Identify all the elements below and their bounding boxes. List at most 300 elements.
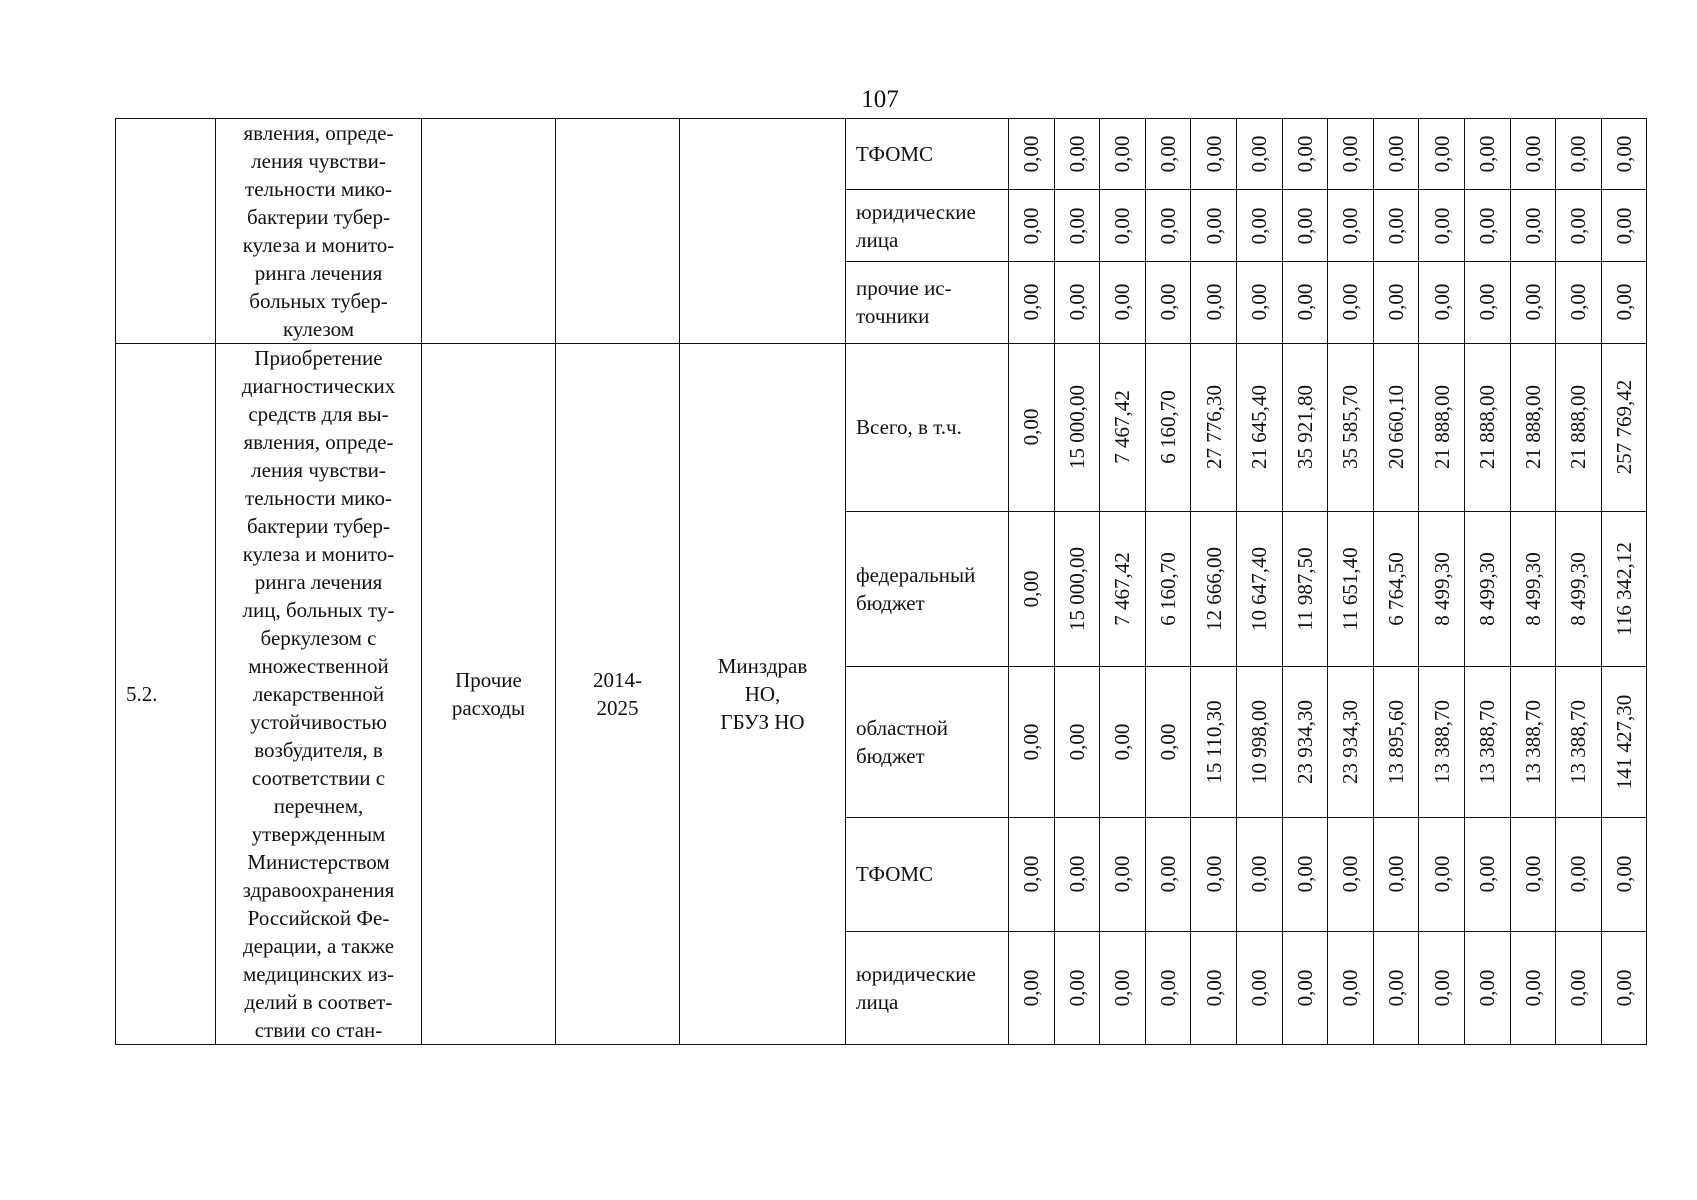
value-cell: [1556, 667, 1602, 818]
value-text: 0,00: [1520, 207, 1545, 244]
value-cell: [1464, 511, 1510, 666]
item-name-line: Приобретение: [254, 346, 383, 370]
funding-source-cell: [846, 818, 1009, 931]
value-text: 21 888,00: [1429, 385, 1454, 470]
value-cell: [1601, 818, 1647, 931]
value-text: 21 645,40: [1247, 385, 1272, 470]
value-cell: [1100, 190, 1146, 261]
table-row: [116, 119, 1647, 190]
value-text: 0,00: [1110, 969, 1135, 1007]
value-text: 0,00: [1520, 284, 1545, 321]
value-text: 0,00: [1475, 135, 1500, 173]
value-cell: [1510, 119, 1556, 190]
value-text: 15 110,30: [1201, 700, 1226, 784]
executor-line: ГБУЗ НО: [720, 710, 805, 734]
executor-line: Минздрав: [717, 654, 808, 678]
value-text: 0,00: [1247, 856, 1272, 893]
value-text: 23 934,30: [1338, 700, 1363, 785]
value-text: 0,00: [1247, 135, 1272, 173]
value-cell: [1373, 667, 1419, 818]
value-text: 13 895,60: [1384, 700, 1409, 785]
empty-cell: [680, 119, 846, 344]
value-cell: [1236, 119, 1282, 190]
value-cell: [1282, 344, 1328, 512]
value-text: 35 585,70: [1338, 385, 1363, 470]
value-cell: [1328, 818, 1374, 931]
value-text: 0,00: [1110, 284, 1135, 321]
value-text: 0,00: [1110, 207, 1135, 244]
value-cell: [1419, 667, 1465, 818]
value-cell: [1009, 119, 1055, 190]
value-cell: [1601, 344, 1647, 512]
value-text: 0,00: [1110, 135, 1135, 173]
value-text: 0,00: [1201, 856, 1226, 893]
value-cell: [1100, 818, 1146, 931]
value-text: 8 499,30: [1475, 552, 1500, 626]
executor-cell: [680, 344, 846, 1045]
item-name-line: беркулезом с: [260, 626, 377, 650]
value-text: 0,00: [1612, 135, 1637, 173]
value-text: 0,00: [1384, 856, 1409, 893]
value-text: 10 998,00: [1247, 700, 1272, 785]
item-name-line: диагностических: [241, 374, 396, 398]
value-text: 0,00: [1156, 969, 1181, 1007]
value-text: 0,00: [1247, 207, 1272, 244]
value-cell: [1464, 344, 1510, 512]
value-cell: [1373, 511, 1419, 666]
value-cell: [1145, 818, 1191, 931]
value-text: 0,00: [1156, 723, 1181, 761]
value-text: 0,00: [1064, 284, 1089, 321]
funding-source-line: лица: [856, 989, 899, 1014]
funding-source-line: ТФОМС: [856, 862, 934, 887]
value-cell: [1236, 667, 1282, 818]
expense-type-line: Прочие: [455, 668, 522, 692]
value-text: 21 888,00: [1475, 385, 1500, 470]
funding-source-line: федеральный: [856, 563, 976, 588]
item-name-line: утвержденным: [251, 822, 386, 846]
value-text: 0,00: [1338, 856, 1363, 893]
funding-source-line: юридические: [856, 199, 976, 224]
value-cell: [1510, 344, 1556, 512]
value-text: 0,00: [1429, 856, 1454, 893]
value-text: 11 651,40: [1338, 547, 1363, 631]
empty-cell: [556, 119, 680, 344]
period-cell: [556, 344, 680, 1045]
value-text: 0,00: [1156, 135, 1181, 173]
value-cell: [1556, 931, 1602, 1044]
funding-source-cell: [846, 261, 1009, 343]
value-text: 6 764,50: [1384, 552, 1409, 626]
financing-table: [115, 118, 1647, 1045]
funding-source-line: бюджет: [856, 744, 925, 769]
value-cell: [1236, 818, 1282, 931]
value-text: 0,00: [1201, 207, 1226, 244]
value-cell: [1145, 344, 1191, 512]
value-text: 12 666,00: [1201, 547, 1226, 632]
value-cell: [1328, 344, 1374, 512]
funding-source-cell: [846, 931, 1009, 1044]
value-text: 0,00: [1384, 284, 1409, 321]
value-cell: [1328, 261, 1374, 343]
item-name-line: лиц, больных ту-: [242, 598, 395, 622]
value-cell: [1054, 931, 1100, 1044]
value-text: 0,00: [1156, 284, 1181, 321]
funding-source-cell: [846, 667, 1009, 818]
item-name-line: соответствии с: [251, 766, 386, 790]
value-text: 35 921,80: [1292, 385, 1317, 470]
value-cell: [1556, 344, 1602, 512]
value-text: 0,00: [1064, 135, 1089, 173]
value-text: 0,00: [1019, 570, 1044, 608]
value-text: 0,00: [1064, 207, 1089, 244]
value-cell: [1373, 190, 1419, 261]
value-cell: [1373, 818, 1419, 931]
value-text: 0,00: [1201, 969, 1226, 1007]
item-name-line: перечнем,: [273, 794, 364, 818]
funding-source-line: ТФОМС: [856, 142, 934, 167]
value-cell: [1510, 931, 1556, 1044]
value-text: 0,00: [1429, 969, 1454, 1007]
item-name-line: кулеза и монито-: [242, 542, 395, 566]
value-text: 0,00: [1247, 969, 1272, 1007]
value-text: 20 660,10: [1384, 385, 1409, 470]
value-text: 0,00: [1201, 135, 1226, 173]
value-text: 13 388,70: [1566, 700, 1591, 785]
value-cell: [1373, 119, 1419, 190]
item-name-line: кулеза и монито-: [242, 233, 395, 257]
value-text: 15 000,00: [1064, 385, 1089, 470]
value-cell: [1236, 344, 1282, 512]
funding-source-line: прочие ис-: [856, 276, 952, 301]
item-name-line: средств для вы-: [248, 402, 389, 426]
item-name-line: лекарственной: [252, 682, 385, 706]
value-text: 0,00: [1019, 207, 1044, 244]
value-text: 0,00: [1292, 856, 1317, 893]
value-text: 257 769,42: [1612, 380, 1637, 475]
item-name-line: Российской Фе-: [247, 906, 390, 930]
value-text: 0,00: [1064, 723, 1089, 761]
value-text: 141 427,30: [1612, 694, 1637, 790]
value-text: 0,00: [1292, 284, 1317, 321]
value-cell: [1009, 511, 1055, 666]
value-cell: [1054, 344, 1100, 512]
item-name-line: здравоохранения: [242, 878, 395, 902]
value-text: 21 888,00: [1566, 385, 1591, 470]
value-cell: [1145, 667, 1191, 818]
value-text: 0,00: [1429, 284, 1454, 321]
value-text: 0,00: [1338, 135, 1363, 173]
value-cell: [1054, 818, 1100, 931]
value-cell: [1236, 931, 1282, 1044]
value-text: 0,00: [1566, 284, 1591, 321]
value-cell: [1191, 344, 1237, 512]
value-text: 0,00: [1247, 284, 1272, 321]
funding-source-cell: [846, 119, 1009, 190]
value-cell: [1373, 261, 1419, 343]
value-text: 0,00: [1429, 135, 1454, 173]
item-number-cell: 5.2.: [116, 344, 216, 1045]
value-cell: [1510, 818, 1556, 931]
value-cell: [1009, 190, 1055, 261]
value-cell: [1328, 931, 1374, 1044]
item-number-cell: [116, 119, 216, 344]
value-text: 0,00: [1110, 723, 1135, 761]
value-cell: [1464, 931, 1510, 1044]
value-cell: [1373, 344, 1419, 512]
value-cell: [1236, 261, 1282, 343]
value-text: 0,00: [1156, 207, 1181, 244]
item-name-line: ринга лечения: [254, 570, 383, 594]
value-text: 0,00: [1566, 135, 1591, 173]
value-text: 0,00: [1019, 723, 1044, 761]
value-cell: [1054, 511, 1100, 666]
funding-source-line: точники: [856, 304, 930, 329]
value-cell: [1601, 119, 1647, 190]
value-text: 0,00: [1566, 207, 1591, 244]
funding-source-cell: [846, 190, 1009, 261]
value-cell: [1419, 119, 1465, 190]
value-cell: [1419, 190, 1465, 261]
value-cell: [1282, 931, 1328, 1044]
value-text: 0,00: [1612, 856, 1637, 893]
page-number: 107: [861, 86, 899, 113]
value-text: 0,00: [1110, 856, 1135, 893]
value-cell: [1328, 190, 1374, 261]
value-text: 0,00: [1612, 284, 1637, 321]
value-text: 0,00: [1292, 969, 1317, 1007]
value-text: 8 499,30: [1566, 552, 1591, 626]
value-cell: [1191, 931, 1237, 1044]
value-cell: [1282, 667, 1328, 818]
value-text: 21 888,00: [1520, 385, 1545, 470]
value-cell: [1556, 818, 1602, 931]
value-cell: [1556, 190, 1602, 261]
item-name-line: явления, опреде-: [243, 121, 394, 145]
value-cell: [1601, 931, 1647, 1044]
value-text: 15 000,00: [1064, 547, 1089, 632]
value-cell: [1419, 931, 1465, 1044]
value-cell: [1009, 931, 1055, 1044]
funding-source-line: бюджет: [856, 591, 925, 616]
value-cell: [1236, 190, 1282, 261]
value-text: 23 934,30: [1292, 700, 1317, 785]
item-name-line: больных тубер-: [249, 289, 388, 313]
value-text: 0,00: [1019, 969, 1044, 1007]
value-cell: [1601, 511, 1647, 666]
value-cell: [1510, 190, 1556, 261]
value-cell: [1191, 818, 1237, 931]
value-cell: [1601, 261, 1647, 343]
value-text: 0,00: [1475, 856, 1500, 893]
value-text: 0,00: [1292, 207, 1317, 244]
value-cell: [1282, 511, 1328, 666]
value-text: 13 388,70: [1520, 700, 1545, 785]
value-text: 0,00: [1566, 856, 1591, 893]
funding-source-cell: [846, 511, 1009, 666]
item-name-line: кулезом: [282, 317, 355, 341]
value-text: 0,00: [1064, 969, 1089, 1007]
value-cell: [1145, 511, 1191, 666]
item-name-cell: [216, 119, 422, 344]
value-text: 0,00: [1384, 207, 1409, 244]
executor-line: НО,: [744, 682, 781, 706]
item-name-line: явления, опреде-: [243, 430, 394, 454]
value-cell: [1191, 190, 1237, 261]
expense-type-line: расходы: [451, 696, 526, 720]
value-text: 0,00: [1475, 207, 1500, 244]
value-text: 0,00: [1612, 207, 1637, 244]
value-cell: [1100, 119, 1146, 190]
value-cell: [1145, 119, 1191, 190]
value-text: 0,00: [1156, 856, 1181, 893]
value-cell: [1054, 261, 1100, 343]
value-text: 0,00: [1566, 969, 1591, 1007]
value-cell: [1009, 818, 1055, 931]
value-cell: [1009, 344, 1055, 512]
value-cell: [1054, 190, 1100, 261]
value-cell: [1464, 261, 1510, 343]
funding-source-line: областной: [856, 716, 948, 741]
value-cell: [1556, 261, 1602, 343]
value-cell: [1556, 119, 1602, 190]
value-cell: [1054, 119, 1100, 190]
item-name-line: тельности мико-: [245, 177, 392, 201]
table-body: [116, 119, 1647, 1045]
value-text: 0,00: [1475, 969, 1500, 1007]
item-name-line: множественной: [248, 654, 389, 678]
empty-cell: [422, 119, 556, 344]
value-cell: [1145, 931, 1191, 1044]
value-text: 8 499,30: [1520, 552, 1545, 626]
value-cell: [1510, 261, 1556, 343]
funding-source-cell: [846, 344, 1009, 512]
item-name-line: дерации, а также: [242, 934, 395, 958]
value-text: 0,00: [1612, 969, 1637, 1007]
item-name-line: устойчивостью: [250, 710, 387, 734]
value-cell: [1328, 511, 1374, 666]
value-cell: [1054, 667, 1100, 818]
value-cell: [1100, 931, 1146, 1044]
value-text: 13 388,70: [1475, 700, 1500, 785]
funding-source-line: Всего, в т.ч.: [856, 415, 962, 440]
value-cell: [1328, 119, 1374, 190]
value-cell: [1464, 190, 1510, 261]
value-cell: [1419, 511, 1465, 666]
item-name-line: ления чувстви-: [251, 458, 386, 482]
expense-type-cell: [422, 344, 556, 1045]
value-cell: [1510, 511, 1556, 666]
value-text: 6 160,70: [1156, 552, 1181, 626]
value-text: 11 987,50: [1292, 547, 1317, 631]
value-cell: [1191, 119, 1237, 190]
value-text: 0,00: [1520, 135, 1545, 173]
funding-source-line: лица: [856, 227, 899, 252]
item-name-line: медицинских из-: [242, 962, 394, 986]
value-text: 0,00: [1338, 969, 1363, 1007]
value-text: 7 467,42: [1110, 390, 1135, 465]
value-cell: [1282, 190, 1328, 261]
value-cell: [1373, 931, 1419, 1044]
value-cell: [1009, 261, 1055, 343]
value-cell: [1419, 261, 1465, 343]
value-text: 0,00: [1019, 409, 1044, 446]
value-cell: [1510, 667, 1556, 818]
table-row: [116, 344, 1647, 512]
value-text: 0,00: [1475, 284, 1500, 321]
value-cell: [1464, 818, 1510, 931]
value-text: 10 647,40: [1247, 547, 1272, 632]
value-cell: [1282, 818, 1328, 931]
value-cell: [1145, 261, 1191, 343]
value-text: 0,00: [1338, 284, 1363, 321]
value-text: 0,00: [1064, 856, 1089, 893]
value-text: 7 467,42: [1110, 552, 1135, 626]
value-text: 0,00: [1201, 284, 1226, 321]
value-cell: [1556, 511, 1602, 666]
value-text: 0,00: [1384, 969, 1409, 1007]
item-name-line: возбудителя, в: [254, 738, 383, 762]
value-text: 0,00: [1019, 135, 1044, 173]
value-text: 0,00: [1338, 207, 1363, 244]
value-text: 0,00: [1292, 135, 1317, 173]
value-text: 0,00: [1019, 856, 1044, 893]
value-cell: [1191, 511, 1237, 666]
value-cell: [1236, 511, 1282, 666]
value-cell: [1100, 344, 1146, 512]
item-name-line: бактерии тубер-: [246, 514, 390, 538]
item-name-line: делий в соответ-: [244, 990, 393, 1014]
value-cell: [1328, 667, 1374, 818]
value-cell: [1100, 667, 1146, 818]
value-text: 13 388,70: [1429, 700, 1454, 785]
funding-source-line: юридические: [856, 961, 976, 986]
value-text: 116 342,12: [1612, 542, 1637, 636]
value-cell: [1419, 344, 1465, 512]
item-name-line: тельности мико-: [245, 486, 392, 510]
value-cell: [1100, 511, 1146, 666]
value-text: 0,00: [1520, 969, 1545, 1007]
value-cell: [1601, 190, 1647, 261]
value-cell: [1282, 119, 1328, 190]
item-name-line: ствии со стан-: [254, 1018, 383, 1042]
value-cell: [1100, 261, 1146, 343]
value-cell: [1601, 667, 1647, 818]
value-text: 0,00: [1520, 856, 1545, 893]
value-text: 0,00: [1019, 284, 1044, 321]
value-cell: [1009, 667, 1055, 818]
value-cell: [1191, 667, 1237, 818]
item-name-cell: [216, 344, 422, 1045]
value-cell: [1419, 818, 1465, 931]
item-name-line: Министерством: [247, 850, 390, 874]
value-text: 8 499,30: [1429, 552, 1454, 626]
value-cell: [1464, 667, 1510, 818]
value-text: 27 776,30: [1201, 385, 1226, 470]
value-cell: [1464, 119, 1510, 190]
value-cell: [1191, 261, 1237, 343]
value-text: 6 160,70: [1156, 390, 1181, 465]
period-line: 2025: [596, 696, 639, 720]
item-name-line: ринга лечения: [254, 261, 383, 285]
value-text: 0,00: [1384, 135, 1409, 173]
period-line: 2014-: [593, 668, 642, 692]
value-cell: [1145, 190, 1191, 261]
item-name-line: бактерии тубер-: [246, 205, 390, 229]
item-name-line: ления чувстви-: [251, 149, 386, 173]
value-cell: [1282, 261, 1328, 343]
value-text: 0,00: [1429, 207, 1454, 244]
